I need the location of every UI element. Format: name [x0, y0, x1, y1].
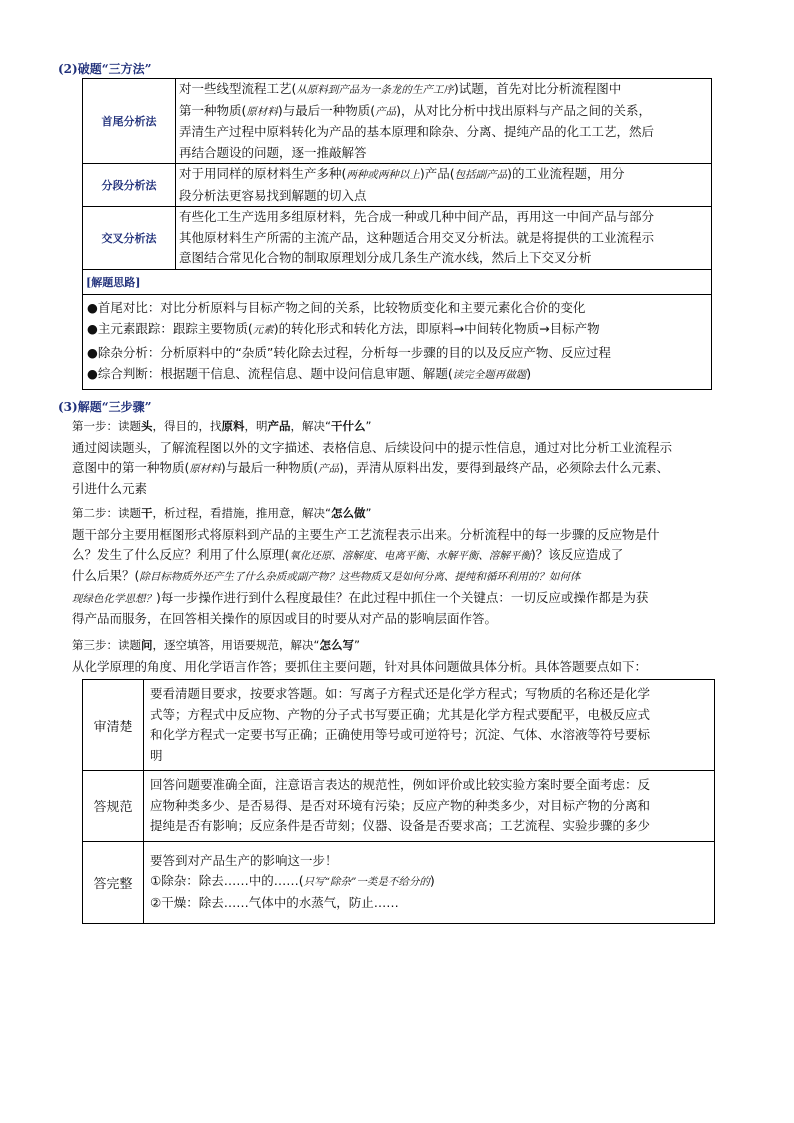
- text-segment: )？该反应造成了: [530, 546, 624, 562]
- text-line: [150, 775, 708, 796]
- heading-segment: 第三步：读题: [72, 638, 141, 652]
- text-segment: 提纯是否有影响；反应条件是否苛刻；仪器、设备是否要求高；工艺流程、实验步骤的多少: [150, 818, 651, 833]
- heading-keyword: 怎么写: [319, 638, 354, 652]
- text-segment: 引进什么元素: [72, 481, 148, 496]
- answer-row: [83, 841, 715, 923]
- text-line: [72, 458, 744, 480]
- method-row: [83, 79, 712, 164]
- method-label: 首尾分析法: [83, 79, 176, 164]
- text-segment: 什么后果？(: [72, 568, 140, 583]
- text-segment: )，弄清从原料出发，要得到最终产品，必须除去什么元素、: [339, 459, 670, 475]
- text-segment: 通过阅读题头，了解流程图以外的文字描述、表格信息、后续设问中的提示性信息，通过对比分析工业流程示: [72, 440, 673, 455]
- text-line: [72, 525, 744, 545]
- note-text: 原材料: [189, 462, 221, 475]
- section-2-title: (2)破题“三方法”: [58, 62, 152, 76]
- text-segment: 明: [150, 747, 163, 763]
- heading-keyword: 怎么做: [330, 506, 366, 520]
- text-segment: )与最后一种物质(: [277, 102, 376, 118]
- text-segment: 回答问题要准确全面，注意语言表达的规范性，例如评价或比较实验方案时要全面考虑：反: [150, 777, 651, 792]
- text-line: [87, 318, 707, 342]
- text-segment: )试题，首先对比分析流程图中: [453, 81, 622, 96]
- text-line: [179, 228, 708, 249]
- method-text: [176, 207, 712, 270]
- note-text: 原材料: [246, 105, 278, 118]
- text-segment: )产品(: [419, 166, 455, 181]
- note-text: 读完全题再做题: [452, 369, 527, 381]
- text-line: [72, 545, 744, 567]
- tips-list: [83, 294, 712, 389]
- text-line: [179, 164, 708, 186]
- step-heading-text: [72, 637, 744, 653]
- method-label: 交叉分析法: [83, 207, 176, 270]
- method-label: 分段分析法: [83, 164, 176, 207]
- method-text: [176, 79, 712, 164]
- text-segment: ●除杂分析：分析原料中的“杂质”转化除去过程，分析每一步骤的目的以及反应产物、反应过程: [87, 344, 611, 360]
- text-line: [150, 851, 708, 872]
- text-line: [150, 816, 708, 837]
- answer-label: 答规范: [83, 771, 144, 842]
- note-text: 产品: [375, 105, 397, 118]
- methods-table: [82, 78, 712, 390]
- heading-keyword: 问: [141, 638, 153, 652]
- text-line: [72, 588, 744, 610]
- text-line: [87, 342, 707, 364]
- heading-segment: ”: [353, 638, 360, 652]
- heading-segment: 第二步：读题: [72, 506, 141, 520]
- note-text: 现绿色化学思想？: [72, 592, 156, 605]
- heading-segment: ，得目的，找: [152, 419, 222, 433]
- heading-segment: 第一步：读题: [72, 419, 141, 433]
- text-line: [179, 207, 708, 228]
- method-row: [83, 164, 712, 207]
- step-1-heading: [72, 418, 744, 434]
- text-segment: )，从对比分析中找出原料与产品之间的关系，: [396, 102, 652, 118]
- text-segment: 意图结合常见化合物的制取原理划分成几条生产流水线，然后上下交叉分析: [179, 250, 592, 265]
- text-line: [179, 186, 708, 207]
- text-segment: 第一种物质(: [179, 102, 247, 118]
- text-segment: ●综合判断：根据题干信息、流程信息、题中设问信息审题、解题(: [87, 366, 453, 381]
- text-segment: 段分析法更容易找到解题的切入点: [179, 187, 367, 203]
- note-text: 两种或两种以上: [346, 169, 420, 181]
- text-segment: ): [429, 873, 435, 889]
- heading-keyword: 干什么: [330, 419, 366, 433]
- text-segment: ●首尾对比：对比分析原料与目标产物之间的关系，比较物质变化和主要元素化合价的变化: [87, 299, 586, 315]
- text-line: [179, 248, 708, 269]
- heading-segment: ，析过程，看措施，推用意，解决“: [152, 506, 331, 520]
- answer-text: [144, 771, 715, 842]
- step-2-heading: [72, 505, 744, 521]
- text-segment: 应物种类多少、是否易得、是否对环境有污染；反应产物的种类多少，对目标产物的分离和: [150, 797, 651, 813]
- text-segment: )的转化形式和转化方法，即原料→中间转化物质→目标产物: [273, 321, 600, 336]
- answer-table: [82, 679, 715, 924]
- text-line: [72, 479, 744, 499]
- text-segment: 要答到对产品生产的影响这一步！: [150, 852, 338, 868]
- tips-row: [83, 294, 712, 389]
- step-3-intro: 从化学原理的角度、用化学语言作答；要抓住主要问题，针对具体问题做具体分析。具体答题要点如下：: [72, 659, 648, 674]
- note-text: 氧化还原、溶解度、电离平衡、水解平衡、溶解平衡: [289, 549, 531, 562]
- heading-segment: ，逐空填答，用语要规范，解决“: [152, 638, 320, 652]
- text-segment: 题干部分主要用框图形式将原料到产品的主要生产工艺流程表示出来。分析流程中的每一步骤的反应物是什: [72, 527, 660, 542]
- heading-keyword: 原料: [221, 419, 245, 433]
- heading-keyword: 头: [141, 419, 153, 433]
- text-line: [179, 122, 708, 143]
- note-text: 产品: [318, 462, 340, 475]
- text-segment: 其他原材料生产所需的主流产品，这种题适合用交叉分析法。就是将提供的工业流程示: [179, 229, 655, 245]
- text-segment: ●主元素跟踪：跟踪主要物质(: [87, 321, 253, 336]
- text-segment: 和化学方程式一定要书写正确；正确使用等号或可逆符号；沉淀、气体、水溶液等符号要标: [150, 727, 651, 742]
- text-line: [72, 438, 744, 458]
- heading-segment: ，明: [244, 419, 268, 433]
- step-1-body: [72, 438, 744, 499]
- text-segment: ): [526, 366, 532, 381]
- text-segment: )每一步操作进行到什么程度最佳？在此过程中抓住一个关键点：一切反应或操作都是为获: [156, 589, 649, 605]
- text-line: [72, 609, 744, 629]
- heading-segment: ”: [365, 419, 372, 433]
- text-segment: 式等；方程式中反应物、产物的分子式书写要正确；尤其是化学方程式要配平，电极反应式: [150, 706, 651, 722]
- text-line: [179, 143, 708, 164]
- text-line: [150, 746, 708, 767]
- method-text: [176, 164, 712, 207]
- step-heading-text: [72, 418, 744, 434]
- note-text: 从原料到产品为一条龙的生产工序: [296, 84, 454, 96]
- text-line: [72, 566, 744, 588]
- text-segment: 么？发生了什么反应？利用了什么原理(: [72, 546, 290, 562]
- answer-row: [83, 771, 715, 842]
- section-3-title: (3)解题“三步骤”: [58, 400, 152, 414]
- heading-keyword: 产品: [267, 419, 291, 433]
- text-line: [87, 297, 707, 319]
- step-3-heading: [72, 637, 744, 653]
- text-line: [150, 796, 708, 817]
- text-segment: 对一些线型流程工艺(: [179, 81, 297, 96]
- text-segment: 再结合题设的问题，逐一推敲解答: [179, 144, 367, 160]
- text-line: [150, 684, 708, 705]
- text-segment: 要看清题目要求，按要求答题。如：写离子方程式还是化学方程式；写物质的名称还是化学: [150, 686, 651, 701]
- heading-segment: ，解决“: [290, 419, 331, 433]
- note-text: 只写“除杂”一类是不给分的: [303, 876, 430, 889]
- tips-header-row: [83, 269, 712, 294]
- text-segment: 对于用同样的原材料生产多种(: [179, 166, 347, 181]
- note-text: 除目标物质外还产生了什么杂质或副产物？这些物质又是如何分离、提纯和循环利用的？如何体: [139, 571, 581, 583]
- text-segment: 有些化工生产选用多组原材料，先合成一种或几种中间产品，再用这一中间产品与部分: [179, 209, 655, 224]
- text-segment: 弄清生产过程中原料转化为产品的基本原理和除杂、分离、提纯产品的化工工艺，然后: [179, 124, 655, 139]
- method-row: [83, 207, 712, 270]
- text-line: [150, 705, 708, 726]
- text-line: [87, 363, 707, 387]
- text-line: [150, 871, 708, 893]
- text-line: [150, 725, 708, 746]
- heading-keyword: 干: [141, 506, 153, 520]
- text-segment: 得产品而服务，在回答相关操作的原因或目的时要从对产品的影响层面作答。: [72, 611, 498, 626]
- text-line: [179, 79, 708, 101]
- text-segment: 意图中的第一种物质(: [72, 459, 190, 475]
- text-segment: )与最后一种物质(: [220, 459, 319, 475]
- answer-label: 审清楚: [83, 680, 144, 771]
- text-segment: )的工业流程题，用分: [507, 166, 625, 181]
- answer-text: [144, 841, 715, 923]
- text-line: [150, 893, 708, 914]
- heading-segment: ”: [365, 506, 372, 520]
- answer-row: [83, 680, 715, 771]
- step-heading-text: [72, 505, 744, 521]
- note-text: 元素: [252, 324, 274, 336]
- text-segment: ①除杂：除去……中的……(: [150, 873, 304, 889]
- note-text: 包括副产品: [454, 169, 508, 181]
- answer-label: 答完整: [83, 841, 144, 923]
- text-line: [179, 101, 708, 123]
- answer-text: [144, 680, 715, 771]
- tips-header: [解题思路]: [83, 269, 712, 294]
- step-2-body: [72, 525, 744, 629]
- text-segment: ②干燥：除去……气体中的水蒸气，防止……: [150, 894, 399, 910]
